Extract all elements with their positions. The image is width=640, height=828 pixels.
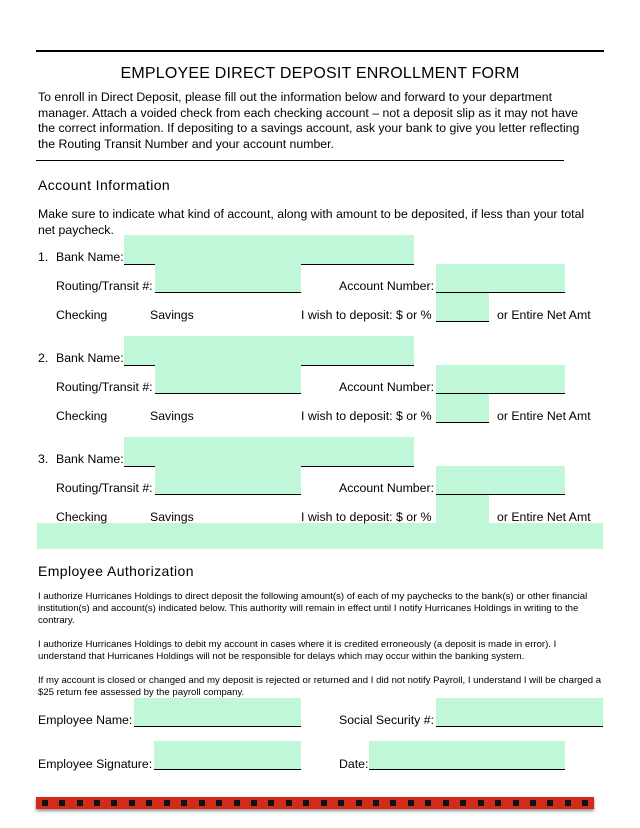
- employee-name-field[interactable]: [134, 698, 301, 727]
- routing-underline: [155, 494, 301, 495]
- employee-name-label: Employee Name:: [38, 713, 133, 727]
- routing-label: Routing/Transit #:: [56, 380, 153, 394]
- ssn-underline: [436, 726, 603, 727]
- footer-square: [129, 800, 135, 806]
- footer-square: [164, 800, 170, 806]
- footer-decorative-bar: [36, 797, 594, 809]
- account-3-wide-field[interactable]: [37, 523, 603, 549]
- footer-square: [303, 800, 309, 806]
- account-number: 1.: [38, 250, 49, 264]
- bank-name-label: Bank Name:: [56, 452, 124, 466]
- account-number-label: Account Number:: [339, 279, 435, 293]
- footer-square: [443, 800, 449, 806]
- footer-square: [547, 800, 553, 806]
- deposit-label: I wish to deposit: $ or %: [301, 409, 432, 423]
- footer-square: [146, 800, 152, 806]
- routing-label: Routing/Transit #:: [56, 481, 153, 495]
- routing-underline: [155, 292, 301, 293]
- footer-square: [77, 800, 83, 806]
- footer-square: [338, 800, 344, 806]
- footer-square: [373, 800, 379, 806]
- entire-net-label: or Entire Net Amt: [497, 409, 591, 423]
- date-label: Date:: [339, 757, 369, 771]
- date-field[interactable]: [369, 741, 565, 770]
- account-number: 2.: [38, 351, 49, 365]
- bank-name-field[interactable]: [124, 235, 414, 265]
- deposit-amount-field[interactable]: [436, 293, 489, 322]
- deposit-amount-field[interactable]: [436, 394, 489, 423]
- authorization-paragraph-1: I authorize Hurricanes Holdings to direct deposit the following amount(s) of each of my paychecks to the bank(s) or other financial institution(s) and account(s) indicated below. This authority will remain in effect until I notify Hurricanes Holdings in writing to the contrary.: [38, 591, 588, 626]
- checking-option[interactable]: Checking: [56, 510, 108, 524]
- account-info-heading: Account Information: [38, 177, 171, 193]
- footer-square: [425, 800, 431, 806]
- ssn-field[interactable]: [436, 698, 603, 727]
- routing-underline: [155, 393, 301, 394]
- routing-label: Routing/Transit #:: [56, 279, 153, 293]
- routing-field[interactable]: [155, 264, 301, 293]
- employee-name-underline: [134, 726, 301, 727]
- footer-square: [513, 800, 519, 806]
- deposit-amount-underline: [436, 422, 489, 423]
- footer-square: [111, 800, 117, 806]
- account-number: 3.: [38, 452, 49, 466]
- footer-square: [199, 800, 205, 806]
- bank-name-field[interactable]: [124, 437, 414, 467]
- footer-square: [408, 800, 414, 806]
- entire-net-label: or Entire Net Amt: [497, 510, 591, 524]
- footer-square: [42, 800, 48, 806]
- footer-square: [181, 800, 187, 806]
- routing-field[interactable]: [155, 365, 301, 394]
- footer-square: [251, 800, 257, 806]
- authorization-paragraph-2: I authorize Hurricanes Holdings to debit my account in cases where it is credited erroneously (a deposit is made in error). I understand that Hurricanes Holdings will not be responsible for delays which may occur within the banking system.: [38, 639, 557, 662]
- footer-square: [356, 800, 362, 806]
- footer-square: [216, 800, 222, 806]
- signature-label: Employee Signature:: [38, 757, 153, 771]
- savings-option[interactable]: Savings: [150, 409, 194, 423]
- bank-name-label: Bank Name:: [56, 351, 124, 365]
- footer-square: [460, 800, 466, 806]
- footer-square: [59, 800, 65, 806]
- deposit-label: I wish to deposit: $ or %: [301, 510, 432, 524]
- footer-square: [390, 800, 396, 806]
- account-info-note: Make sure to indicate what kind of account, along with amount to be deposited, if less than your total net paycheck.: [38, 207, 585, 237]
- footer-square: [234, 800, 240, 806]
- footer-square: [530, 800, 536, 806]
- routing-field[interactable]: [155, 466, 301, 495]
- checking-option[interactable]: Checking: [56, 308, 108, 322]
- top-rule: [36, 50, 604, 52]
- savings-option[interactable]: Savings: [150, 510, 194, 524]
- account-number-field[interactable]: [436, 466, 565, 495]
- footer-square: [495, 800, 501, 806]
- bank-name-label: Bank Name:: [56, 250, 124, 264]
- account-number-field[interactable]: [436, 365, 565, 394]
- intro-paragraph: To enroll in Direct Deposit, please fill out the information below and forward to your department manager. Attach a voided check from each checking account – not a deposit slip as it may not have the correct information. If depositing to a savings account, ask your bank to give you letter reflecting the Routing Transit Number and your account number.: [38, 90, 580, 151]
- account-number-label: Account Number:: [339, 481, 435, 495]
- footer-square: [94, 800, 100, 806]
- entire-net-label: or Entire Net Amt: [497, 308, 591, 322]
- footer-square: [478, 800, 484, 806]
- account-number-field[interactable]: [436, 264, 565, 293]
- deposit-amount-field[interactable]: [436, 495, 489, 524]
- authorization-paragraph-3: If my account is closed or changed and my deposit is rejected or returned and I did not notify Payroll, I understand I will be charged a $25 return fee assessed by the payroll company.: [38, 675, 602, 698]
- signature-field[interactable]: [154, 741, 301, 770]
- footer-square: [582, 800, 588, 806]
- bank-name-field[interactable]: [124, 336, 414, 366]
- authorization-heading: Employee Authorization: [38, 563, 194, 579]
- deposit-label: I wish to deposit: $ or %: [301, 308, 432, 322]
- ssn-label: Social Security #:: [339, 713, 435, 727]
- form-title: EMPLOYEE DIRECT DEPOSIT ENROLLMENT FORM: [120, 65, 520, 82]
- savings-option[interactable]: Savings: [150, 308, 194, 322]
- intro-divider: [36, 160, 564, 161]
- deposit-amount-underline: [436, 321, 489, 322]
- checking-option[interactable]: Checking: [56, 409, 108, 423]
- footer-square: [268, 800, 274, 806]
- date-underline: [369, 769, 565, 770]
- account-number-label: Account Number:: [339, 380, 435, 394]
- signature-underline: [154, 769, 301, 770]
- footer-square: [321, 800, 327, 806]
- footer-square: [286, 800, 292, 806]
- footer-square: [565, 800, 571, 806]
